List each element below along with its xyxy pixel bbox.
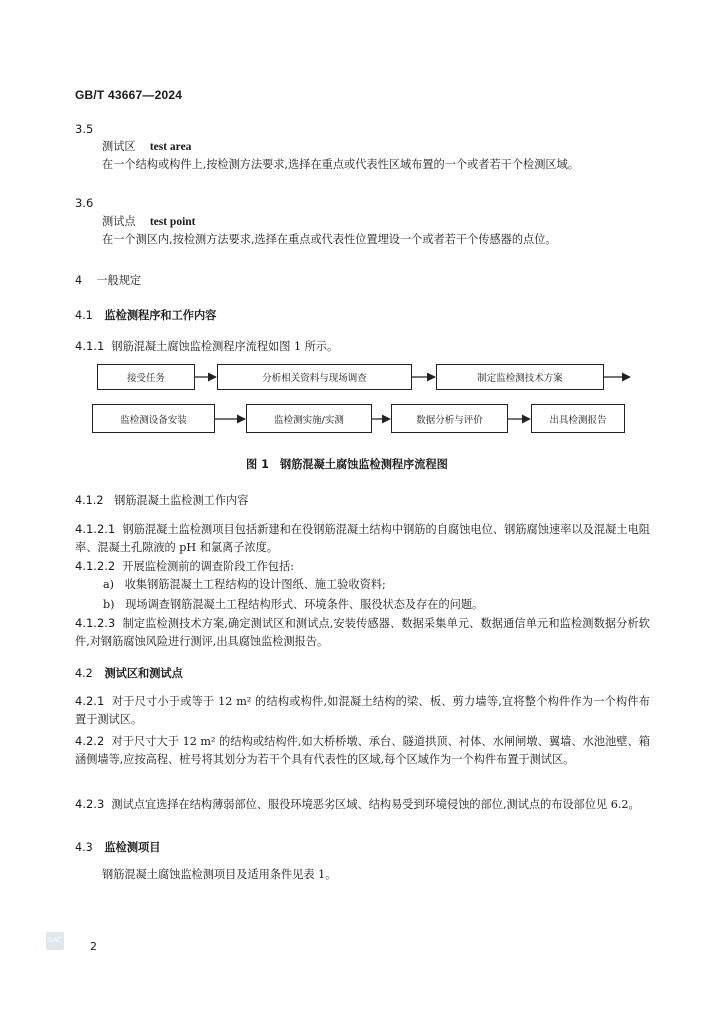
list-item-text: 收集钢筋混凝土工程结构的设计图纸、施工验收资料;: [124, 578, 386, 591]
clause-4-1-2-3-text: 制定监检测技术方案,确定测试区和测试点,安装传感器、数据采集单元、数据通信单元和监检测数据分析软件,对钢筋腐蚀风险进行测评,出具腐蚀监检测报告。: [75, 617, 650, 648]
section-4-2-title: 测试区和测试点: [104, 667, 183, 680]
section-4-title: 一般规定: [96, 274, 142, 287]
section-3-5-number: 3.5: [75, 122, 94, 136]
flow-step-report: 出具检测报告: [531, 404, 625, 433]
sac-logo: SAC: [46, 932, 64, 950]
flowchart-arrows: [0, 0, 725, 460]
flow-step-equipment-install: 监检测设备安装: [92, 404, 215, 433]
clause-4-1-2-3: [75, 614, 650, 651]
term-3-5-cn: 测试区: [102, 140, 136, 153]
flow-step-data-analysis: 数据分析与评价: [391, 404, 508, 433]
clause-4-1-2-number: 4.1.2: [75, 494, 104, 507]
clause-4-2-1: [75, 692, 650, 729]
clause-4-1-2-3-number: 4.1.2.3: [75, 616, 116, 630]
term-3-6-en: test point: [149, 216, 196, 228]
standard-number: GB/T 43667—2024: [75, 88, 183, 102]
list-item: [103, 596, 483, 614]
term-3-6-cn: 测试点: [102, 215, 136, 228]
section-4-1-number: 4.1: [75, 309, 93, 322]
clause-4-1-1-text: 钢筋混凝土腐蚀监检测程序流程如图 1 所示。: [111, 340, 339, 353]
clause-4-1-1-number: 4.1.1: [75, 339, 105, 353]
section-4-2-heading: [75, 665, 183, 681]
clause-4-2-3-text: 测试点宜选择在结构薄弱部位、服役环境恶劣区域、结构易受到环境侵蚀的部位,测试点的布设部位见 6.2。: [111, 798, 640, 811]
clause-4-1-2-1-number: 4.1.2.1: [75, 522, 116, 536]
list-item: [103, 576, 386, 594]
clause-4-1-2-1-text: 钢筋混凝土监检测项目包括新建和在役钢筋混凝土结构中钢筋的自腐蚀电位、钢筋腐蚀速率以及混凝土电阻率、混凝土孔隙液的 pH 和氯离子浓度。: [75, 523, 650, 554]
page-number: 2: [90, 940, 97, 953]
flow-step-technical-plan: 制定监检测技术方案: [436, 364, 604, 390]
clause-4-2-2: [75, 732, 650, 769]
flow-step-accept-task: 接受任务: [97, 364, 195, 390]
clause-4-1-2-title: 钢筋混凝土监检测工作内容: [114, 494, 249, 507]
list-item-marker: b): [103, 598, 115, 611]
section-4-1-title: 监检测程序和工作内容: [104, 309, 217, 322]
section-4-3-heading: [75, 839, 160, 855]
term-3-6-definition: 在一个测区内,按检测方法要求,选择在重点或代表性位置埋设一个或者若干个传感器的点位。: [102, 233, 557, 246]
section-4-2-number: 4.2: [75, 667, 93, 680]
section-4-3-text: 钢筋混凝土腐蚀监检测项目及适用条件见表 1。: [102, 868, 337, 881]
section-4-number: 4: [75, 274, 83, 287]
list-item-text: 现场调查钢筋混凝土工程结构形式、环境条件、服役状态及存在的问题。: [125, 598, 484, 611]
clause-4-2-2-number: 4.2.2: [75, 734, 105, 748]
section-4-3-title: 监检测项目: [104, 841, 161, 854]
flow-step-analyze-survey: 分析相关资料与现场调查: [217, 364, 412, 390]
clause-4-1-2-2-text: 开展监检测前的调查阶段工作包括:: [122, 560, 294, 573]
term-3-5-definition: 在一个结构或构件上,按检测方法要求,选择在重点或代表性区域布置的一个或者若干个检测区域。: [102, 158, 579, 171]
section-4-3-number: 4.3: [75, 841, 93, 854]
flow-step-implementation: 监检测实施/实测: [246, 404, 372, 433]
figure-caption: 图 1 钢筋混凝土腐蚀监检测程序流程图: [246, 458, 448, 471]
list-item-marker: a): [103, 578, 115, 591]
clause-4-2-3-number: 4.2.3: [75, 797, 105, 811]
clause-4-2-3: [75, 795, 650, 814]
clause-4-1-2-heading: [75, 492, 248, 508]
clause-4-2-1-number: 4.2.1: [75, 694, 105, 708]
section-3-6-number: 3.6: [75, 196, 94, 210]
clause-4-2-2-text: 对于尺寸大于 12 m² 的结构或结构件,如大桥桥墩、承台、隧道拱顶、衬体、水闸闸墩、翼墙、水池池壁、箱涵侧墙等,应按高程、桩号将其划分为若干个具有代表性的区域,每个区域作为一个构件布置于测试区。: [75, 735, 650, 766]
clause-4-1-2-1: [75, 520, 650, 557]
clause-4-1-2-2-number: 4.1.2.2: [75, 559, 116, 573]
clause-4-2-1-text: 对于尺寸小于或等于 12 m² 的结构或构件,如混凝土结构的梁、板、剪力墙等,宜将整个构件作为一个构件布置于测试区。: [75, 695, 650, 726]
term-3-5-en: test area: [149, 141, 192, 153]
clause-4-1-2-2: [75, 557, 294, 576]
